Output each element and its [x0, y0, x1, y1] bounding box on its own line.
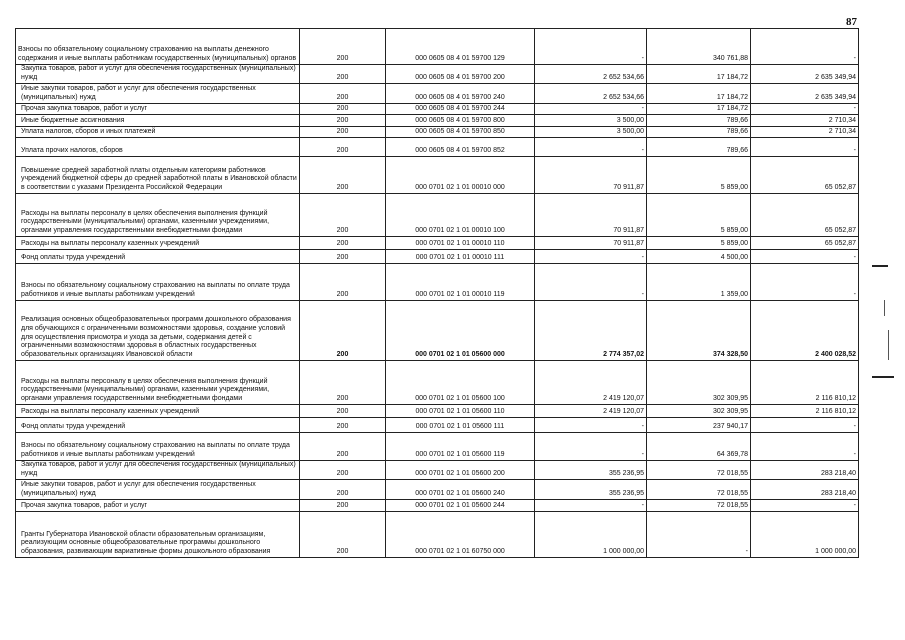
row-name-cell: Расходы на выплаты персоналу в целях обеспечения выполнения функций государственными (муниципальными) органами, казенными учреждениями, органами управления государственными внебюджетными фондами — [16, 361, 300, 405]
row-executed-cell: 17 184,72 — [647, 104, 751, 115]
table-row — [16, 301, 859, 361]
table-row — [16, 84, 859, 104]
row-plan-cell: 2 419 120,07 — [535, 405, 647, 418]
row-kbk-cell: 000 0605 08 4 01 59700 244 — [386, 104, 535, 115]
row-kbk-cell: 000 0605 08 4 01 59700 200 — [386, 65, 535, 84]
table-row — [16, 264, 859, 301]
row-executed-cell: 5 859,00 — [647, 237, 751, 250]
row-executed-cell: 17 184,72 — [647, 65, 751, 84]
row-remaining-cell: 2 116 810,12 — [751, 405, 859, 418]
row-code-cell: 200 — [300, 84, 386, 104]
row-executed-cell: 1 359,00 — [647, 264, 751, 301]
row-plan-cell: 355 236,95 — [535, 461, 647, 480]
row-code-cell: 200 — [300, 361, 386, 405]
table-row — [16, 405, 859, 418]
table-row — [16, 512, 859, 558]
row-executed-cell: 237 940,17 — [647, 418, 751, 433]
row-kbk-cell: 000 0701 02 1 01 00010 100 — [386, 194, 535, 237]
row-plan-cell: 70 911,87 — [535, 157, 647, 194]
row-kbk-cell: 000 0701 02 1 01 05600 110 — [386, 405, 535, 418]
row-plan-cell: 1 000 000,00 — [535, 512, 647, 558]
row-remaining-cell: - — [751, 104, 859, 115]
table-row — [16, 115, 859, 127]
row-name-cell: Расходы на выплаты персоналу казенных учреждений — [16, 405, 300, 418]
row-code-cell: 200 — [300, 237, 386, 250]
table-row — [16, 461, 859, 480]
row-kbk-cell: 000 0701 02 1 01 60750 000 — [386, 512, 535, 558]
row-code-cell: 200 — [300, 115, 386, 127]
row-kbk-cell: 000 0701 02 1 01 00010 119 — [386, 264, 535, 301]
row-plan-cell: - — [535, 433, 647, 461]
row-executed-cell: 302 309,95 — [647, 361, 751, 405]
row-name-cell: Уплата прочих налогов, сборов — [16, 138, 300, 157]
row-name-cell: Взносы по обязательному социальному страхованию на выплаты по оплате труда работников и иные выплаты работникам учреждений — [16, 264, 300, 301]
row-executed-cell: 789,66 — [647, 138, 751, 157]
row-plan-cell: 70 911,87 — [535, 237, 647, 250]
table-row — [16, 480, 859, 500]
row-name-cell: Взносы по обязательному социальному страхованию на выплаты денежного содержания и иные выплаты работникам государственных (муниципальных) органов — [16, 29, 300, 65]
row-name-cell: Реализация основных общеобразовательных программ дошкольного образования для обучающихся с ограниченными возможностями здоровья, создание условий для осуществления присмотра и ухода за детьми, содержания детей с ограниченными возможностями здоровья в областных государственных образовательных организациях Ивановской области — [16, 301, 300, 361]
row-name-cell: Уплата налогов, сборов и иных платежей — [16, 127, 300, 138]
table-row — [16, 250, 859, 264]
row-code-cell: 200 — [300, 500, 386, 512]
row-code-cell: 200 — [300, 194, 386, 237]
row-remaining-cell: - — [751, 250, 859, 264]
row-kbk-cell: 000 0701 02 1 01 05600 119 — [386, 433, 535, 461]
row-executed-cell: 302 309,95 — [647, 405, 751, 418]
table-row — [16, 65, 859, 84]
row-remaining-cell: 2 635 349,94 — [751, 65, 859, 84]
row-executed-cell: 64 369,78 — [647, 433, 751, 461]
table-row — [16, 237, 859, 250]
row-executed-cell: 374 328,50 — [647, 301, 751, 361]
row-name-cell: Закупка товаров, работ и услуг для обеспечения государственных (муниципальных) нужд — [16, 461, 300, 480]
row-remaining-cell: 2 710,34 — [751, 127, 859, 138]
row-plan-cell: 70 911,87 — [535, 194, 647, 237]
row-name-cell: Иные закупки товаров, работ и услуг для обеспечения государственных (муниципальных) нужд — [16, 84, 300, 104]
row-kbk-cell: 000 0701 02 1 01 05600 000 — [386, 301, 535, 361]
row-kbk-cell: 000 0701 02 1 01 00010 111 — [386, 250, 535, 264]
row-remaining-cell: 2 710,34 — [751, 115, 859, 127]
row-remaining-cell: 2 116 810,12 — [751, 361, 859, 405]
row-executed-cell: 5 859,00 — [647, 194, 751, 237]
row-code-cell: 200 — [300, 461, 386, 480]
table-row — [16, 138, 859, 157]
row-code-cell: 200 — [300, 301, 386, 361]
table-row — [16, 500, 859, 512]
row-remaining-cell: - — [751, 29, 859, 65]
row-kbk-cell: 000 0605 08 4 01 59700 129 — [386, 29, 535, 65]
row-name-cell: Иные закупки товаров, работ и услуг для обеспечения государственных (муниципальных) нужд — [16, 480, 300, 500]
row-plan-cell: 2 652 534,66 — [535, 65, 647, 84]
table-row — [16, 418, 859, 433]
row-name-cell: Повышение средней заработной платы отдельным категориям работников учреждений бюджетной сферы до средней заработной платы в Ивановской области в соответствии с указами Президента Российской Федерации — [16, 157, 300, 194]
row-executed-cell: 5 859,00 — [647, 157, 751, 194]
row-plan-cell: 2 419 120,07 — [535, 361, 647, 405]
row-executed-cell: - — [647, 512, 751, 558]
row-plan-cell: - — [535, 138, 647, 157]
row-kbk-cell: 000 0701 02 1 01 05600 200 — [386, 461, 535, 480]
row-executed-cell: 4 500,00 — [647, 250, 751, 264]
scan-mark — [872, 265, 888, 267]
row-name-cell: Фонд оплаты труда учреждений — [16, 418, 300, 433]
row-kbk-cell: 000 0701 02 1 01 05600 240 — [386, 480, 535, 500]
table-row — [16, 29, 859, 65]
row-remaining-cell: 2 400 028,52 — [751, 301, 859, 361]
row-code-cell: 200 — [300, 405, 386, 418]
row-remaining-cell: 65 052,87 — [751, 237, 859, 250]
row-remaining-cell: 65 052,87 — [751, 194, 859, 237]
row-code-cell: 200 — [300, 29, 386, 65]
scan-mark — [884, 300, 885, 316]
row-executed-cell: 340 761,88 — [647, 29, 751, 65]
row-code-cell: 200 — [300, 250, 386, 264]
row-remaining-cell: - — [751, 138, 859, 157]
row-executed-cell: 789,66 — [647, 127, 751, 138]
row-remaining-cell: - — [751, 500, 859, 512]
scan-mark — [888, 330, 889, 360]
row-code-cell: 200 — [300, 138, 386, 157]
row-code-cell: 200 — [300, 104, 386, 115]
row-code-cell: 200 — [300, 157, 386, 194]
row-remaining-cell: 65 052,87 — [751, 157, 859, 194]
row-plan-cell: 355 236,95 — [535, 480, 647, 500]
row-executed-cell: 789,66 — [647, 115, 751, 127]
page-number: 87 — [846, 16, 857, 28]
row-plan-cell: 3 500,00 — [535, 115, 647, 127]
row-name-cell: Взносы по обязательному социальному страхованию на выплаты по оплате труда работников и иные выплаты работникам учреждений — [16, 433, 300, 461]
table-row — [16, 433, 859, 461]
row-name-cell: Прочая закупка товаров, работ и услуг — [16, 500, 300, 512]
row-code-cell: 200 — [300, 418, 386, 433]
row-kbk-cell: 000 0605 08 4 01 59700 850 — [386, 127, 535, 138]
table-row — [16, 361, 859, 405]
row-name-cell: Иные бюджетные ассигнования — [16, 115, 300, 127]
table-row — [16, 194, 859, 237]
row-code-cell: 200 — [300, 433, 386, 461]
row-remaining-cell: 2 635 349,94 — [751, 84, 859, 104]
row-kbk-cell: 000 0701 02 1 01 05600 100 — [386, 361, 535, 405]
row-kbk-cell: 000 0605 08 4 01 59700 800 — [386, 115, 535, 127]
table-row — [16, 127, 859, 138]
row-remaining-cell: - — [751, 433, 859, 461]
row-plan-cell: 3 500,00 — [535, 127, 647, 138]
row-kbk-cell: 000 0701 02 1 01 05600 111 — [386, 418, 535, 433]
row-name-cell: Расходы на выплаты персоналу в целях обеспечения выполнения функций государственными (муниципальными) органами, казенными учреждениями, органами управления государственными внебюджетными фондами — [16, 194, 300, 237]
row-plan-cell: 2 652 534,66 — [535, 84, 647, 104]
row-executed-cell: 72 018,55 — [647, 461, 751, 480]
scan-mark — [872, 376, 894, 378]
row-name-cell: Закупка товаров, работ и услуг для обеспечения государственных (муниципальных) нужд — [16, 65, 300, 84]
row-kbk-cell: 000 0605 08 4 01 59700 240 — [386, 84, 535, 104]
row-remaining-cell: 283 218,40 — [751, 480, 859, 500]
row-kbk-cell: 000 0605 08 4 01 59700 852 — [386, 138, 535, 157]
row-code-cell: 200 — [300, 127, 386, 138]
row-name-cell: Прочая закупка товаров, работ и услуг — [16, 104, 300, 115]
row-name-cell: Гранты Губернатора Ивановской области образовательным организациям, реализующим основные общеобразовательные программы дошкольного образования, развивающим вариативные формы дошкольного образования — [16, 512, 300, 558]
row-plan-cell: - — [535, 264, 647, 301]
row-plan-cell: - — [535, 29, 647, 65]
row-plan-cell: - — [535, 104, 647, 115]
row-code-cell: 200 — [300, 480, 386, 500]
row-remaining-cell: 1 000 000,00 — [751, 512, 859, 558]
row-name-cell: Фонд оплаты труда учреждений — [16, 250, 300, 264]
table-row — [16, 104, 859, 115]
row-kbk-cell: 000 0701 02 1 01 00010 110 — [386, 237, 535, 250]
table-row — [16, 157, 859, 194]
row-code-cell: 200 — [300, 264, 386, 301]
row-plan-cell: - — [535, 500, 647, 512]
budget-execution-table — [15, 28, 859, 558]
row-plan-cell: 2 774 357,02 — [535, 301, 647, 361]
row-name-cell: Расходы на выплаты персоналу казенных учреждений — [16, 237, 300, 250]
row-code-cell: 200 — [300, 65, 386, 84]
row-remaining-cell: 283 218,40 — [751, 461, 859, 480]
row-executed-cell: 72 018,55 — [647, 500, 751, 512]
row-executed-cell: 72 018,55 — [647, 480, 751, 500]
row-code-cell: 200 — [300, 512, 386, 558]
row-remaining-cell: - — [751, 418, 859, 433]
row-plan-cell: - — [535, 250, 647, 264]
row-remaining-cell: - — [751, 264, 859, 301]
row-kbk-cell: 000 0701 02 1 01 05600 244 — [386, 500, 535, 512]
row-plan-cell: - — [535, 418, 647, 433]
row-kbk-cell: 000 0701 02 1 01 00010 000 — [386, 157, 535, 194]
row-executed-cell: 17 184,72 — [647, 84, 751, 104]
